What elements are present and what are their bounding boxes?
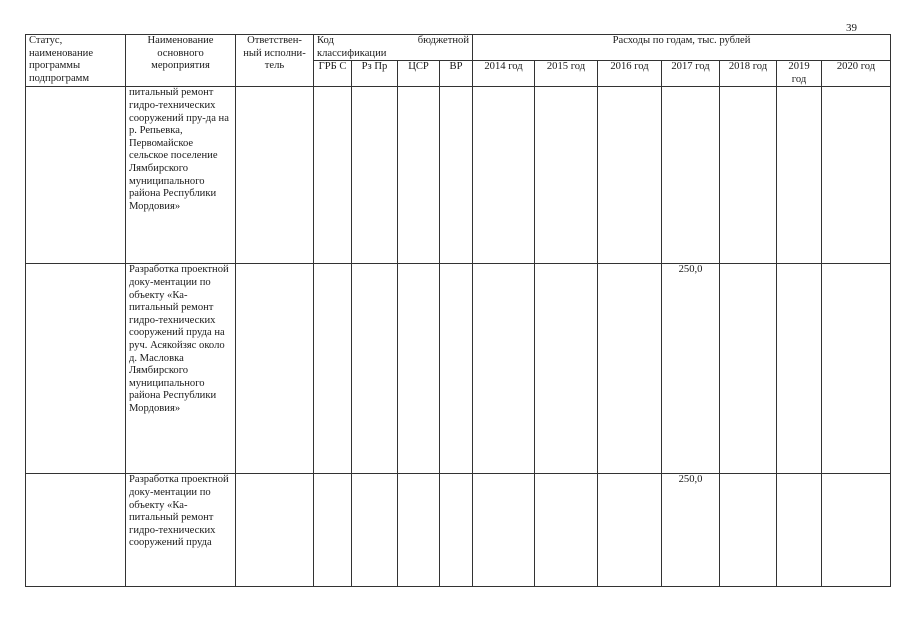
header-code-right: бюджетной [417, 35, 470, 46]
header-code-csr: ЦСР [398, 61, 440, 87]
value-2015-cell [535, 474, 598, 587]
header-activity-name: Наименование основного мероприятия [126, 35, 236, 87]
value-2018-cell [720, 264, 777, 474]
value-2016-cell [598, 87, 662, 264]
csr-cell [398, 87, 440, 264]
value-2020-cell [822, 87, 891, 264]
header-code-second: классификации [317, 47, 387, 59]
header-code-rzpr: Рз Пр [352, 61, 398, 87]
value-2016-cell [598, 474, 662, 587]
status-cell [26, 474, 126, 587]
value-2018-cell [720, 474, 777, 587]
value-2015-cell [535, 264, 598, 474]
header-year-2017: 2017 год [662, 61, 720, 87]
value-2015-cell [535, 87, 598, 264]
header-budget-code [314, 35, 473, 61]
page-number: 39 [846, 22, 857, 34]
activity-name-cell: Разработка проектной доку-ментации по объекту «Ка-питальный ремонт гидро-технических сооружений пруда [126, 474, 236, 587]
header-row-top [26, 35, 891, 61]
grbs-cell [314, 474, 352, 587]
value-2016-cell [598, 264, 662, 474]
header-year-2020: 2020 год [822, 61, 891, 87]
table-row [26, 87, 891, 264]
rzpr-cell [352, 87, 398, 264]
vr-cell [440, 474, 473, 587]
activity-name-cell: Разработка проектной доку-ментации по объекту «Ка-питальный ремонт гидро-технических сооружений пруда на руч. Асякойзяс около д. Масловка Лямбирского муниципального района Республики Мордовия» [126, 264, 236, 474]
value-2020-cell [822, 264, 891, 474]
table-row [26, 264, 891, 474]
header-year-2015: 2015 год [535, 61, 598, 87]
header-year-2016: 2016 год [598, 61, 662, 87]
value-2019-cell [777, 87, 822, 264]
csr-cell [398, 474, 440, 587]
value-2019-cell [777, 264, 822, 474]
value-2014-cell [473, 87, 535, 264]
responsible-cell [236, 474, 314, 587]
rzpr-cell [352, 264, 398, 474]
status-cell [26, 264, 126, 474]
header-year-2014: 2014 год [473, 61, 535, 87]
responsible-cell [236, 87, 314, 264]
grbs-cell [314, 87, 352, 264]
value-2014-cell [473, 264, 535, 474]
status-cell [26, 87, 126, 264]
budget-expenses-table [25, 34, 891, 587]
vr-cell [440, 264, 473, 474]
header-code-vr: ВР [440, 61, 473, 87]
header-year-2018: 2018 год [720, 61, 777, 87]
table-row [26, 474, 891, 587]
header-status: Статус, наименование программы подпрограмм [26, 35, 126, 87]
csr-cell [398, 264, 440, 474]
header-code-left: Код [317, 35, 334, 46]
activity-name-cell: питальный ремонт гидро-технических сооружений пру-да на р. Репьевка, Первомайское сельское поселение Лямбирского муниципального района Республики Мордовия» [126, 87, 236, 264]
value-2019-cell [777, 474, 822, 587]
rzpr-cell [352, 474, 398, 587]
value-2017-cell: 250,0 [662, 264, 720, 474]
value-2020-cell [822, 474, 891, 587]
value-2014-cell [473, 474, 535, 587]
grbs-cell [314, 264, 352, 474]
vr-cell [440, 87, 473, 264]
header-code-grbs: ГРБ С [314, 61, 352, 87]
header-year-2019: 2019 год [777, 61, 822, 87]
value-2017-cell [662, 87, 720, 264]
value-2017-cell: 250,0 [662, 474, 720, 587]
header-years-title: Расходы по годам, тыс. рублей [473, 35, 891, 61]
value-2018-cell [720, 87, 777, 264]
header-responsible: Ответствен-ный исполни-тель [236, 35, 314, 87]
responsible-cell [236, 264, 314, 474]
